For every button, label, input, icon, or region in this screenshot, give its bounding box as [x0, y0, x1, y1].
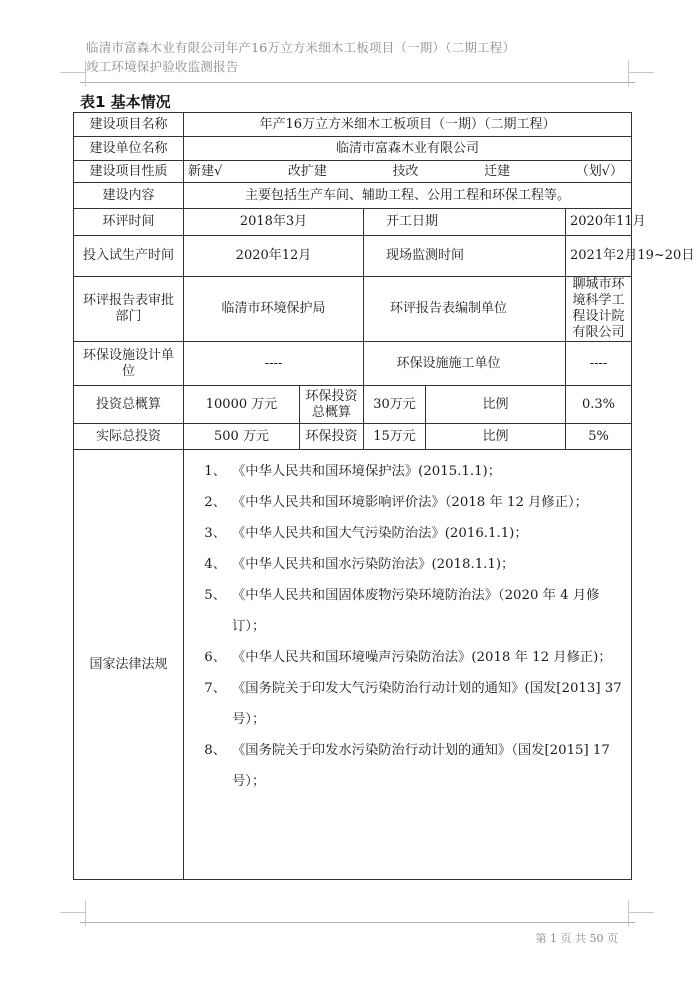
env-invest-label: 环保投资 — [300, 424, 364, 450]
nature-value — [184, 161, 632, 183]
monitor-label: 现场监测时间 — [364, 236, 566, 277]
ratio-label-1: 比例 — [426, 386, 566, 424]
env-invest-value: 15万元 — [364, 424, 426, 450]
construct-label: 环保设施施工单位 — [364, 342, 566, 386]
ratio-label-2: 比例 — [426, 424, 566, 450]
laws-list — [184, 450, 632, 880]
list-item: 1、 《中华人民共和国环境保护法》(2015.1.1)； — [204, 464, 502, 479]
ratio-value-1: 0.3% — [566, 386, 632, 424]
table-row — [74, 424, 632, 450]
list-item: 6、 《中华人民共和国环境噪声污染防治法》(2018 年 12 月修正)； — [204, 650, 612, 665]
approval-value: 临清市环境保护局 — [184, 277, 364, 342]
ratio-value-2: 5% — [566, 424, 632, 450]
start-date-label: 开工日期 — [364, 209, 566, 236]
list-item: 5、 《中华人民共和国固体废物污染环境防治法》（2020 年 4 月修订）； — [204, 588, 600, 634]
env-invest-est-label: 环保投资总概算 — [300, 386, 364, 424]
table-row — [74, 183, 632, 209]
laws-label: 国家法律法规 — [74, 450, 184, 880]
footer-rule — [80, 922, 635, 923]
trial-label: 投入试生产时间 — [74, 236, 184, 277]
table-row — [74, 113, 632, 137]
trial-value: 2020年12月 — [184, 236, 364, 277]
table-row — [74, 137, 632, 161]
page-header — [86, 38, 626, 76]
monitor-value: 2021年2月19~20日 — [566, 236, 632, 277]
design-value: ---- — [184, 342, 364, 386]
nature-label: 建设项目性质 — [74, 161, 184, 183]
design-label: 环保设施设计单位 — [74, 342, 184, 386]
compile-value: 聊城市环境科学工程设计院有限公司 — [566, 277, 632, 342]
start-date-value: 2020年11月 — [566, 209, 632, 236]
crop-mark — [85, 60, 86, 86]
crop-mark — [60, 912, 86, 913]
list-item: 7、 《国务院关于印发大气污染防治行动计划的通知》(国发[2013] 37 号）； — [204, 681, 622, 727]
content-label: 建设内容 — [74, 183, 184, 209]
approval-label: 环评报告表审批部门 — [74, 277, 184, 342]
table-row — [74, 386, 632, 424]
project-name-value: 年产16万立方米细木工板项目（一期）（二期工程） — [184, 113, 632, 137]
nature-tech: 技改 — [392, 163, 419, 179]
crop-mark — [628, 60, 629, 86]
project-name-label: 建设项目名称 — [74, 113, 184, 137]
nature-expand: 改扩建 — [287, 163, 327, 179]
unit-value: 临清市富森木业有限公司 — [184, 137, 632, 161]
content-value: 主要包括生产车间、辅助工程、公用工程和环保工程等。 — [184, 183, 632, 209]
nature-mark: （划√） — [575, 163, 624, 179]
actual-total-label: 实际总投资 — [74, 424, 184, 450]
header-line-2: 竣工环境保护验收监测报告 — [86, 59, 239, 74]
table-row — [74, 450, 632, 880]
crop-mark — [628, 72, 654, 73]
eia-time-label: 环评时间 — [74, 209, 184, 236]
list-item: 3、 《中华人民共和国大气污染防治法》(2016.1.1)； — [204, 526, 528, 541]
table-row — [74, 342, 632, 386]
invest-total-label: 投资总概算 — [74, 386, 184, 424]
env-invest-est-value: 30万元 — [364, 386, 426, 424]
crop-mark — [628, 912, 654, 913]
eia-time-value: 2018年3月 — [184, 209, 364, 236]
header-rule — [80, 82, 635, 83]
table-row — [74, 236, 632, 277]
crop-mark — [60, 72, 86, 73]
section-title: 表1 基本情况 — [80, 93, 171, 111]
compile-label: 环评报告表编制单位 — [364, 277, 566, 342]
invest-total-value: 10000 万元 — [184, 386, 300, 424]
list-item: 4、 《中华人民共和国水污染防治法》(2018.1.1)； — [204, 557, 515, 572]
nature-move: 迁建 — [484, 163, 511, 179]
actual-total-value: 500 万元 — [184, 424, 300, 450]
page-number: 第 1 页 共 50 页 — [535, 932, 618, 945]
basic-info-table — [73, 112, 695, 880]
list-item: 2、 《中华人民共和国环境影响评价法》（2018 年 12 月修正）； — [204, 495, 588, 510]
nature-new: 新建√ — [188, 163, 223, 179]
construct-value: ---- — [566, 342, 632, 386]
header-line-1: 临清市富森木业有限公司年产16万立方米细木工板项目（一期）（二期工程） — [86, 40, 516, 55]
table-row — [74, 161, 632, 183]
unit-label: 建设单位名称 — [74, 137, 184, 161]
table-row — [74, 277, 632, 342]
table-row — [74, 209, 632, 236]
list-item: 8、 《国务院关于印发水污染防治行动计划的通知》（国发[2015] 17 号）； — [204, 743, 610, 789]
